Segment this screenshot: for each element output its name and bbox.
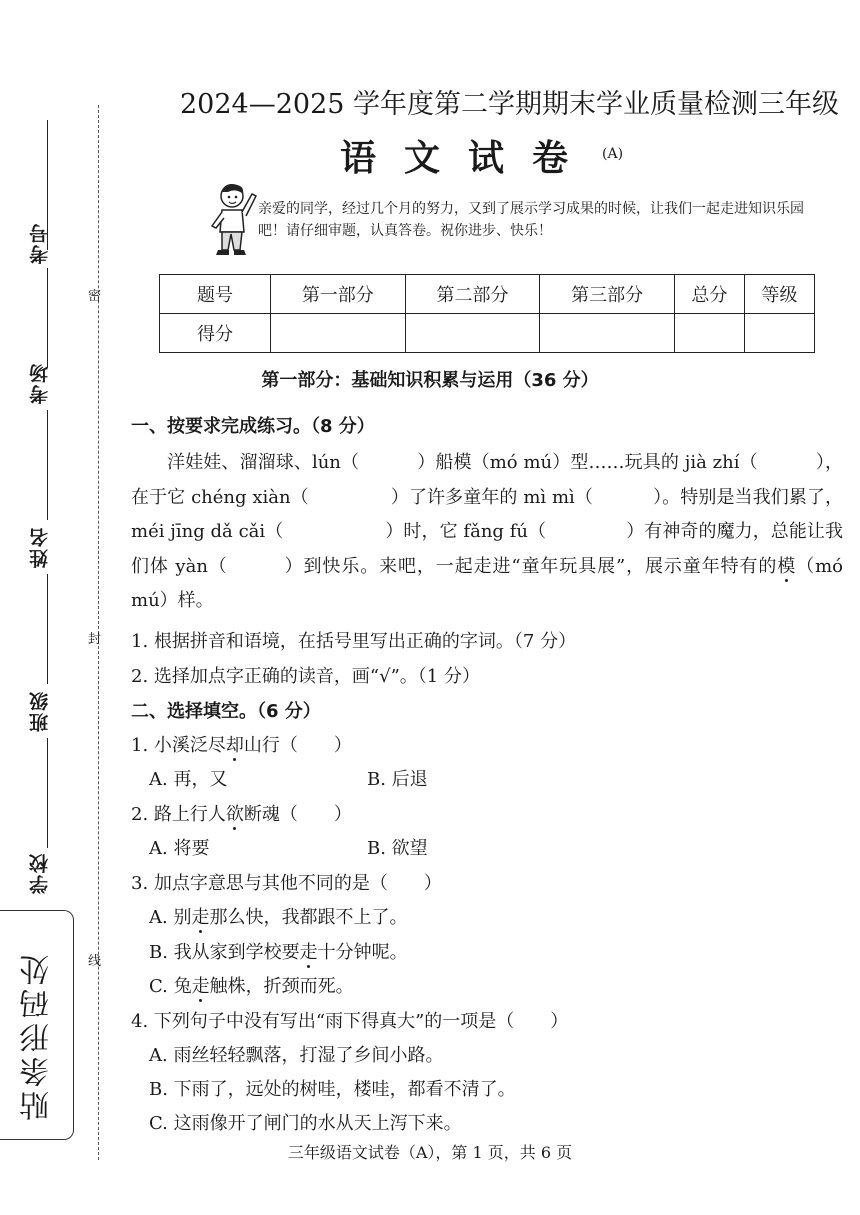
passage-seg: ）。特别是当我们累了，méi jīng dǎ cǎi（ (131, 486, 844, 542)
q2-item-2: 2. 路上行人欲断魂（ ） (131, 804, 352, 825)
barcode-label: 贴条形码处 (20, 951, 55, 1121)
q2-item-1-option-a[interactable]: A. 再，又 (149, 769, 228, 790)
score-header-cell: 题号 (160, 275, 271, 314)
q2-item-1-option-b[interactable]: B. 后退 (367, 769, 428, 790)
q2-item-3-stem: 3. 加点字意思与其他不同的是（ ） (131, 873, 442, 894)
score-cell[interactable] (674, 314, 744, 353)
score-row-label: 得分 (160, 314, 271, 353)
score-cell[interactable] (271, 314, 406, 353)
q2-item-3-option-b[interactable]: B. 我从家到学校要走十分钟呢。 (149, 942, 408, 963)
score-table-header-row (160, 275, 815, 314)
margin-line-1 (47, 268, 48, 368)
barcode-area (0, 910, 74, 1140)
dotted-char: 却 (225, 735, 244, 756)
class-label: 班级 (29, 690, 51, 732)
cut-mark-feng: 封 (88, 632, 102, 647)
name-label: 姓名 (29, 526, 51, 568)
score-cell[interactable] (744, 314, 814, 353)
score-cell[interactable] (540, 314, 675, 353)
page-footer: 三年级语文试卷（A），第 1 页，共 6 页 (287, 1143, 573, 1162)
q2-item-2-option-b[interactable]: B. 欲望 (367, 838, 428, 859)
q2-item-1: 1. 小溪泛尽却山行（ ） (131, 735, 352, 756)
cartoon-boy-illustration (200, 178, 260, 260)
version-label: (A) (602, 146, 624, 162)
q2-item-4-option-a[interactable]: A. 雨丝轻轻飘落，打湿了乡间小路。 (149, 1045, 444, 1066)
exam-no-label: 考号 (29, 222, 51, 264)
intro-text: 亲爱的同学，经过几个月的努力，又到了展示学习成果的时候，让我们一起走进知识乐园吧！请仔细审题，认真答卷。祝你进步、快乐！ (258, 201, 804, 239)
passage-seg: ），在于它 chéng xiàn（ (131, 452, 844, 508)
dotted-char: 走 (191, 907, 210, 928)
exam-title: 2024—2025 学年度第二学期期末学业质量检测三年级 (180, 89, 840, 120)
score-header-cell: 第二部分 (405, 275, 540, 314)
passage-seg: ）时，它 fǎng fú（ (385, 521, 547, 542)
passage-seg: （mó mú）样。 (131, 555, 844, 611)
q2-heading: 二、选择填空。（6 分） (131, 701, 321, 722)
passage-seg: ）有神奇的魔力，总能让我们体 yàn（ (131, 521, 843, 577)
school-label: 学校 (29, 852, 51, 894)
score-header-cell: 等级 (744, 275, 814, 314)
score-cell[interactable] (405, 314, 540, 353)
score-header-cell: 第一部分 (271, 275, 406, 314)
q2-item-4-option-c[interactable]: C. 这雨像开了闸门的水从天上泻下来。 (149, 1113, 462, 1134)
q1-sub2: 2. 选择加点字正确的读音，画“√”。（1 分） (131, 666, 480, 687)
passage-seg: ）到快乐。来吧，一起走进“童年玩具展”，展示童年特有的 (283, 555, 778, 577)
dotted-char: 模 (777, 555, 797, 577)
q1-passage (131, 446, 843, 619)
q2-item-3-option-a[interactable]: A. 别走那么快，我都跟不上了。 (149, 907, 408, 928)
q1-heading: 一、按要求完成练习。（8 分） (131, 416, 375, 437)
passage-seg: ）船模（mó mú）型……玩具的 jià zhí（ (417, 452, 758, 473)
dotted-char: 欲 (225, 804, 244, 825)
q1-sub1: 1. 根据拼音和语境，在括号里写出正确的字词。（7 分） (131, 631, 577, 652)
q2-item-3-option-c[interactable]: C. 兔走触株，折颈而死。 (149, 976, 354, 997)
exam-room-label: 考场 (29, 362, 51, 404)
dotted-char: 走 (191, 976, 210, 997)
margin-line-2 (47, 410, 48, 520)
margin-line-3 (47, 574, 48, 684)
cut-mark-xian: 线 (88, 954, 102, 969)
score-table-score-row (160, 314, 815, 353)
part1-heading: 第一部分：基础知识积累与运用（36 分） (261, 370, 599, 391)
cut-mark-mi: 密 (88, 289, 102, 304)
q2-item-4-stem: 4. 下列句子中没有写出“雨下得真大”的一项是（ ） (131, 1011, 569, 1032)
dotted-char: 走 (299, 942, 318, 963)
score-table (159, 274, 815, 353)
subject-title: 语文试卷 (340, 138, 597, 179)
q2-item-2-option-a[interactable]: A. 将要 (149, 838, 210, 859)
margin-line-4 (47, 738, 48, 848)
score-header-cell: 总分 (674, 275, 744, 314)
passage-seg: ）了许多童年的 mì mì（ (390, 486, 593, 508)
score-header-cell: 第三部分 (540, 275, 675, 314)
passage-seg: 洋娃娃、溜溜球、lún（ (167, 452, 360, 473)
q2-item-4-option-b[interactable]: B. 下雨了，远处的树哇，楼哇，都看不清了。 (149, 1079, 516, 1100)
